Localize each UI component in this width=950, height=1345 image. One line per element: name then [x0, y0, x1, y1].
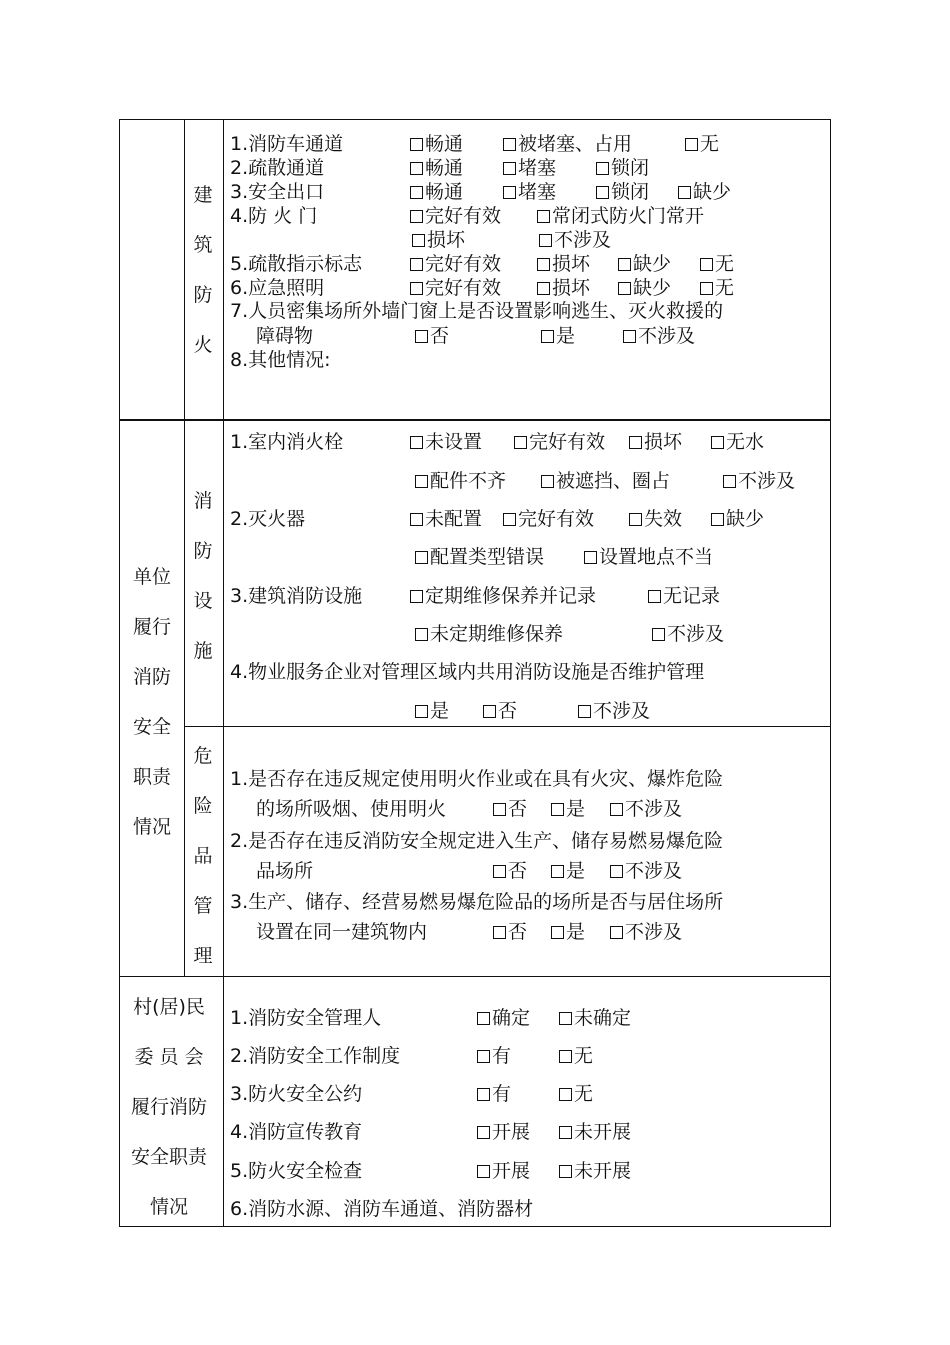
checkbox-box[interactable] [559, 1050, 572, 1063]
section-label-char: 防 [193, 284, 213, 306]
checkbox-option[interactable] [493, 860, 527, 882]
checkbox-label: 堵塞 [518, 157, 557, 179]
checkbox-box[interactable] [610, 926, 623, 939]
section-label-char: 施 [193, 640, 213, 662]
checkbox-box[interactable] [415, 330, 428, 343]
checkbox-option[interactable] [700, 253, 734, 275]
checkbox-box[interactable] [648, 590, 661, 603]
checkbox-option[interactable] [559, 1160, 631, 1182]
checkbox-label: 未设置 [425, 431, 483, 453]
checkbox-box[interactable] [410, 590, 423, 603]
checkbox-box[interactable] [700, 282, 713, 295]
checkbox-label: 是 [556, 325, 576, 347]
checkbox-option[interactable] [503, 508, 594, 530]
checkbox-box[interactable] [410, 436, 423, 449]
checkbox-option[interactable] [551, 798, 585, 820]
checkbox-box[interactable] [610, 865, 623, 878]
checkbox-option[interactable] [551, 921, 585, 943]
checkbox-box[interactable] [551, 865, 564, 878]
section-label-char: 履行消防 [130, 1096, 207, 1118]
checkbox-option[interactable] [493, 798, 527, 820]
checkbox-label: 不涉及 [625, 798, 683, 820]
checkbox-option[interactable] [477, 1007, 530, 1029]
checkbox-option[interactable] [503, 157, 556, 179]
checkbox-option[interactable] [678, 181, 731, 203]
checkbox-option[interactable] [618, 253, 671, 275]
item-label: 1.室内消火栓 [230, 431, 344, 453]
item-label: 3.生产、储存、经营易燃易爆危险品的场所是否与居住场所 [230, 891, 724, 913]
checkbox-label: 不涉及 [638, 325, 696, 347]
checkbox-label: 否 [498, 700, 518, 722]
item-label: 2.消防安全工作制度 [230, 1045, 401, 1067]
checkbox-label: 否 [508, 860, 528, 882]
checkbox-label: 完好有效 [425, 205, 502, 227]
checkbox-box[interactable] [477, 1088, 490, 1101]
checkbox-label: 否 [508, 798, 528, 820]
checkbox-option[interactable] [415, 325, 449, 347]
checkbox-label: 无水 [726, 431, 765, 453]
checkbox-option[interactable] [537, 253, 590, 275]
checkbox-box[interactable] [503, 138, 516, 151]
section-label-char: 险 [193, 795, 213, 817]
checkbox-label: 完好有效 [529, 431, 606, 453]
checkbox-box[interactable] [410, 513, 423, 526]
checkbox-box[interactable] [629, 513, 642, 526]
item-label: 障碍物 [256, 325, 314, 347]
checkbox-option[interactable] [415, 470, 506, 492]
checkbox-box[interactable] [559, 1088, 572, 1101]
checkbox-option[interactable] [477, 1045, 511, 1067]
checkbox-box[interactable] [410, 138, 423, 151]
checkbox-option[interactable] [551, 860, 585, 882]
checkbox-option[interactable] [410, 585, 596, 607]
checkbox-option[interactable] [629, 508, 682, 530]
item-label: 6.应急照明 [230, 277, 325, 299]
checkbox-option[interactable] [477, 1121, 530, 1143]
checkbox-box[interactable] [503, 186, 516, 199]
item-label: 设置在同一建筑物内 [256, 921, 428, 943]
checkbox-label: 损坏 [644, 431, 683, 453]
checkbox-label: 损坏 [552, 277, 591, 299]
checkbox-box[interactable] [629, 436, 642, 449]
checkbox-option[interactable] [410, 508, 482, 530]
section-label-char: 情况 [132, 816, 171, 838]
item-label: 1.是否存在违反规定使用明火作业或在具有火灾、爆炸危险 [230, 768, 724, 790]
item-label: 5.疏散指示标志 [230, 253, 363, 275]
checkbox-box[interactable] [723, 475, 736, 488]
column-divider [223, 119, 224, 1227]
checkbox-label: 未确定 [574, 1007, 632, 1029]
checkbox-box[interactable] [537, 282, 550, 295]
checkbox-option[interactable] [410, 133, 463, 155]
checkbox-option[interactable] [483, 700, 517, 722]
checkbox-option[interactable] [652, 623, 724, 645]
checkbox-box[interactable] [483, 705, 496, 718]
checkbox-option[interactable] [711, 431, 764, 453]
checkbox-label: 否 [430, 325, 450, 347]
checkbox-option[interactable] [537, 205, 704, 227]
checkbox-box[interactable] [578, 705, 591, 718]
checkbox-label: 常闭式防火门常开 [552, 205, 705, 227]
section-label-char: 安全 [132, 716, 171, 738]
checkbox-option[interactable] [723, 470, 795, 492]
checkbox-option[interactable] [610, 798, 682, 820]
section-label-char: 品 [193, 845, 213, 867]
checkbox-label: 开展 [492, 1160, 531, 1182]
item-label: 4.防 火 门 [230, 205, 318, 227]
checkbox-option[interactable] [584, 546, 713, 568]
section-label-char: 情况 [149, 1196, 188, 1218]
checkbox-option[interactable] [541, 325, 575, 347]
checkbox-option[interactable] [618, 277, 671, 299]
checkbox-label: 是 [566, 921, 586, 943]
checkbox-option[interactable] [596, 181, 649, 203]
item-label: 6.消防水源、消防车通道、消防器材 [230, 1198, 534, 1220]
checkbox-box[interactable] [596, 162, 609, 175]
checkbox-label: 缺少 [693, 181, 732, 203]
section-label-char: 设 [193, 590, 213, 612]
checkbox-box[interactable] [477, 1126, 490, 1139]
checkbox-box[interactable] [618, 282, 631, 295]
checkbox-box[interactable] [618, 258, 631, 271]
checkbox-option[interactable] [410, 277, 501, 299]
checkbox-option[interactable] [559, 1083, 593, 1105]
checkbox-label: 开展 [492, 1121, 531, 1143]
checkbox-label: 配置类型错误 [430, 546, 545, 568]
checkbox-box[interactable] [539, 234, 552, 247]
checkbox-option[interactable] [578, 700, 650, 722]
checkbox-box[interactable] [652, 628, 665, 641]
checkbox-label: 未配置 [425, 508, 483, 530]
checkbox-box[interactable] [503, 162, 516, 175]
item-label: 3.安全出口 [230, 181, 325, 203]
checkbox-option[interactable] [559, 1045, 593, 1067]
checkbox-box[interactable] [623, 330, 636, 343]
checkbox-box[interactable] [711, 436, 724, 449]
checkbox-option[interactable] [477, 1160, 530, 1182]
checkbox-label: 无 [715, 253, 735, 275]
checkbox-box[interactable] [537, 258, 550, 271]
checkbox-option[interactable] [493, 921, 527, 943]
section-label-char: 建 [193, 184, 213, 206]
checkbox-option[interactable] [610, 921, 682, 943]
checkbox-label: 被遮挡、圈占 [556, 470, 671, 492]
section-label-char: 危 [193, 745, 213, 767]
checkbox-box[interactable] [410, 258, 423, 271]
section-label-char: 履行 [132, 616, 171, 638]
checkbox-option[interactable] [415, 700, 449, 722]
item-label: 4.消防宣传教育 [230, 1121, 363, 1143]
section-label-char: 单位 [132, 566, 171, 588]
row-divider [119, 419, 831, 421]
checkbox-box[interactable] [410, 186, 423, 199]
checkbox-label: 畅通 [425, 133, 464, 155]
checkbox-label: 是 [566, 798, 586, 820]
checkbox-label: 未开展 [574, 1121, 632, 1143]
section-label-char: 村(居)民 [133, 996, 205, 1018]
checkbox-label: 堵塞 [518, 181, 557, 203]
checkbox-option[interactable] [503, 133, 632, 155]
item-label: 7.人员密集场所外墙门窗上是否设置影响逃生、灭火救援的 [230, 300, 724, 322]
checkbox-option[interactable] [539, 229, 611, 251]
checkbox-box[interactable] [410, 282, 423, 295]
section-label-char: 筑 [193, 234, 213, 256]
checkbox-option[interactable] [596, 157, 649, 179]
checkbox-label: 有 [492, 1045, 512, 1067]
checkbox-option[interactable] [610, 860, 682, 882]
checkbox-box[interactable] [685, 138, 698, 151]
checkbox-box[interactable] [477, 1050, 490, 1063]
item-label: 1.消防车通道 [230, 133, 344, 155]
checkbox-label: 定期维修保养并记录 [425, 585, 597, 607]
checkbox-box[interactable] [559, 1012, 572, 1025]
section-label-char: 火 [193, 334, 213, 356]
checkbox-label: 失效 [644, 508, 683, 530]
checkbox-option[interactable] [700, 277, 734, 299]
section-label-char: 消防 [132, 666, 171, 688]
checkbox-box[interactable] [493, 926, 506, 939]
checkbox-label: 完好有效 [425, 277, 502, 299]
row-divider [184, 726, 831, 727]
checkbox-option[interactable] [410, 431, 482, 453]
checkbox-option[interactable] [648, 585, 720, 607]
checkbox-box[interactable] [493, 865, 506, 878]
checkbox-label: 未定期维修保养 [430, 623, 564, 645]
item-label: 1.消防安全管理人 [230, 1007, 382, 1029]
checkbox-box[interactable] [711, 513, 724, 526]
checkbox-option[interactable] [410, 205, 501, 227]
checkbox-label: 缺少 [633, 277, 672, 299]
checkbox-option[interactable] [559, 1121, 631, 1143]
checkbox-label: 不涉及 [593, 700, 651, 722]
section-label-char: 防 [193, 540, 213, 562]
checkbox-label: 设置地点不当 [599, 546, 714, 568]
checkbox-box[interactable] [559, 1126, 572, 1139]
item-label: 4.物业服务企业对管理区域内共用消防设施是否维护管理 [230, 661, 705, 683]
section-label-char: 消 [193, 490, 213, 512]
checkbox-option[interactable] [503, 181, 556, 203]
checkbox-label: 畅通 [425, 181, 464, 203]
checkbox-option[interactable] [412, 229, 465, 251]
checkbox-label: 不涉及 [667, 623, 725, 645]
checkbox-label: 无 [574, 1083, 594, 1105]
checkbox-box[interactable] [610, 803, 623, 816]
checkbox-label: 缺少 [633, 253, 672, 275]
checkbox-box[interactable] [551, 803, 564, 816]
checkbox-label: 确定 [492, 1007, 531, 1029]
checkbox-option[interactable] [415, 546, 544, 568]
section-label-char: 委 员 会 [134, 1046, 204, 1068]
section-label-char: 理 [193, 945, 213, 967]
row-divider [119, 976, 831, 977]
checkbox-label: 缺少 [726, 508, 765, 530]
checkbox-box[interactable] [412, 234, 425, 247]
item-label: 8.其他情况: [230, 349, 331, 371]
checkbox-box[interactable] [541, 330, 554, 343]
checkbox-box[interactable] [514, 436, 527, 449]
checkbox-label: 被堵塞、占用 [518, 133, 633, 155]
column-divider [184, 119, 185, 976]
item-label: 品场所 [256, 860, 314, 882]
checkbox-label: 配件不齐 [430, 470, 507, 492]
checkbox-label: 不涉及 [625, 860, 683, 882]
checkbox-box[interactable] [503, 513, 516, 526]
checkbox-label: 不涉及 [738, 470, 796, 492]
checkbox-option[interactable] [623, 325, 695, 347]
checkbox-box[interactable] [559, 1165, 572, 1178]
checkbox-label: 无 [700, 133, 720, 155]
checkbox-option[interactable] [410, 181, 463, 203]
checkbox-box[interactable] [477, 1165, 490, 1178]
checkbox-option[interactable] [514, 431, 605, 453]
checkbox-label: 完好有效 [518, 508, 595, 530]
checkbox-box[interactable] [477, 1012, 490, 1025]
checkbox-label: 损坏 [427, 229, 466, 251]
item-label: 2.是否存在违反消防安全规定进入生产、储存易燃易爆危险 [230, 830, 724, 852]
checkbox-option[interactable] [537, 277, 590, 299]
checkbox-label: 无记录 [663, 585, 721, 607]
item-label: 2.灭火器 [230, 508, 306, 530]
checkbox-box[interactable] [584, 551, 597, 564]
checkbox-label: 锁闭 [611, 157, 650, 179]
checkbox-option[interactable] [559, 1007, 631, 1029]
checkbox-box[interactable] [415, 551, 428, 564]
checkbox-label: 有 [492, 1083, 512, 1105]
item-label: 的场所吸烟、使用明火 [256, 798, 447, 820]
checkbox-label: 否 [508, 921, 528, 943]
checkbox-box[interactable] [678, 186, 691, 199]
checkbox-option[interactable] [629, 431, 682, 453]
checkbox-option[interactable] [685, 133, 719, 155]
checkbox-label: 无 [574, 1045, 594, 1067]
checkbox-box[interactable] [700, 258, 713, 271]
checkbox-box[interactable] [415, 705, 428, 718]
checkbox-box[interactable] [596, 186, 609, 199]
checkbox-box[interactable] [551, 926, 564, 939]
checkbox-label: 无 [715, 277, 735, 299]
checkbox-label: 锁闭 [611, 181, 650, 203]
checkbox-option[interactable] [410, 253, 501, 275]
checkbox-label: 是 [566, 860, 586, 882]
checkbox-label: 畅通 [425, 157, 464, 179]
section-label-char: 安全职责 [130, 1146, 207, 1168]
item-label: 5.防火安全检查 [230, 1160, 363, 1182]
checkbox-box[interactable] [537, 210, 550, 223]
checkbox-box[interactable] [415, 475, 428, 488]
item-label: 2.疏散通道 [230, 157, 325, 179]
checkbox-option[interactable] [711, 508, 764, 530]
checkbox-box[interactable] [410, 162, 423, 175]
section-label-char: 管 [193, 895, 213, 917]
item-label: 3.建筑消防设施 [230, 585, 363, 607]
section-label-char: 职责 [132, 766, 171, 788]
checkbox-label: 完好有效 [425, 253, 502, 275]
checkbox-box[interactable] [541, 475, 554, 488]
checkbox-box[interactable] [493, 803, 506, 816]
checkbox-option[interactable] [541, 470, 670, 492]
checkbox-label: 不涉及 [625, 921, 683, 943]
checkbox-label: 未开展 [574, 1160, 632, 1182]
checkbox-option[interactable] [410, 157, 463, 179]
checkbox-box[interactable] [415, 628, 428, 641]
checkbox-option[interactable] [415, 623, 563, 645]
checkbox-label: 损坏 [552, 253, 591, 275]
checkbox-box[interactable] [410, 210, 423, 223]
checkbox-label: 是 [430, 700, 450, 722]
item-label: 3.防火安全公约 [230, 1083, 363, 1105]
checkbox-label: 不涉及 [554, 229, 612, 251]
checkbox-option[interactable] [477, 1083, 511, 1105]
